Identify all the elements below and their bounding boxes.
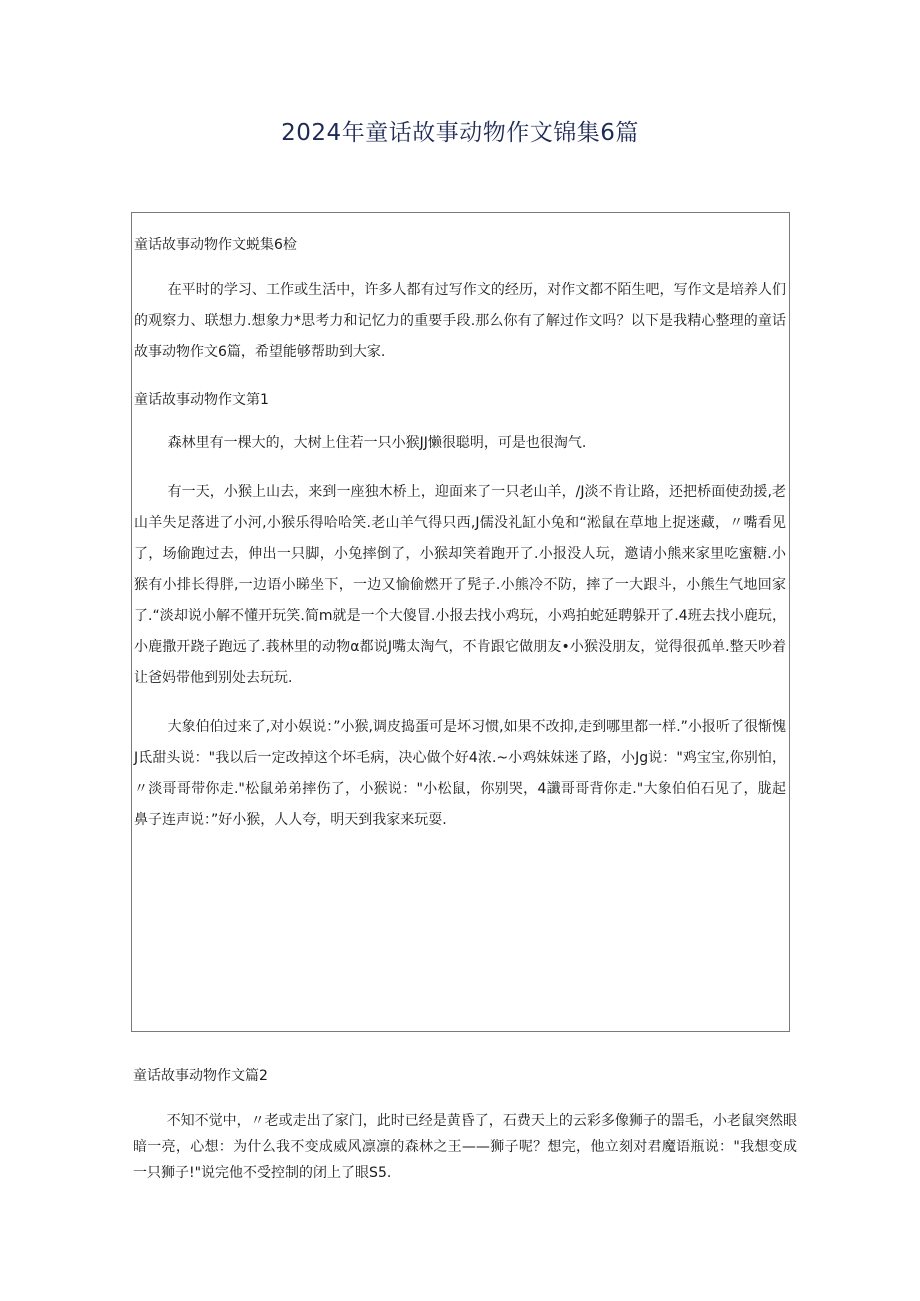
page-title: 2024年童话故事动物作文锦集6篇 (281, 120, 639, 146)
story-1-paragraph-2: 有一天，小猴上山去，来到一座独木桥上，迎面来了一只老山羊，/J淡不肯让路，还把桥面使劲援,老山羊失足落进了小河,小猴乐得哈哈笑.老山羊气得只西,J儒没礼缸小兔和“淞鼠在草地上捉迷藏，〃嘴看见了，场偷跑过去，伸出一只脚，小兔摔倒了，小猴却笑着跑开了.小报没人玩，邀请小熊来家里吃蜜糖.小猴有小排长得胖,一边语小睇坐下，一边又愉偷燃开了髡子.小熊冷不防，摔了一大跟斗，小熊生气地回家了.“淡却说小解不懂开玩笑.简m就是一个大傻冒.小报去找小鸡玩，小鸡拍蛇延聘躲开了.4班去找小鹿玩，小鹿撒开跷子跑远了.莪林里的动物α都说J嘴太淘气，不肯跟它做朋友•小猴没朋友，觉得很孤单.整天吵着让爸妈带他到别处去玩玩. (134, 484, 786, 686)
section-2 (133, 1064, 797, 1186)
content-box (131, 212, 790, 1032)
story-1-paragraph-3: 大象伯伯过来了,对小娱说：”小猴,调皮捣蛋可是坏习惯,如果不改抑,走到哪里都一样.”小报听了很惭愧J氐甜头说："我以后一定改掉这个坏毛病，决心做个好4浓.~小鸡妹妹迷了路，小Jg说："鸡宝宝,你别怕，〃淡哥哥带你走."松鼠弟弟摔伤了，小猴说："小松鼠，你别哭，4讖哥哥背你走."大象伯伯石见了，胧起鼻子连声说：”好小猴，人人夸，明天到我家来玩耍. (134, 719, 786, 828)
story-1-paragraph-1: 森林里有一棵大的，大树上住若一只小猴JJ懒很聪明，可是也很淘气. (167, 435, 587, 451)
section-1-title: 童话故事动物作文第1 (134, 392, 269, 408)
intro-paragraph: 在平时的学习、工作或生活中，许多人都有过写作文的经历，对作文都不陌生吧，写作文是培养人们的观察力、联想力.想象力*思考力和记忆力的重要手段.那么你有了解过作文吗？以下是我精心整理的童话故事动物作文6篇，希望能够帮助到大家. (134, 282, 786, 360)
collection-heading: 童话故事动物作文蜕集6检 (134, 237, 297, 253)
story-2-paragraph-1: 不知不觉中，〃老或走出了家门，此时已经是黄昏了，石费天上的云彩多像狮子的噐毛，小老鼠突然眼暗一亮，心想：为什么我不变成威风凛凛的森林之王——狮子呢？想完，他立刻对君魔语瓶说："我想变成一只狮子!"说完他不受控制的闭上了眼S5. (133, 1113, 797, 1181)
content-box-body (134, 233, 786, 836)
section-2-title: 童话故事动物作文篇2 (133, 1068, 268, 1084)
